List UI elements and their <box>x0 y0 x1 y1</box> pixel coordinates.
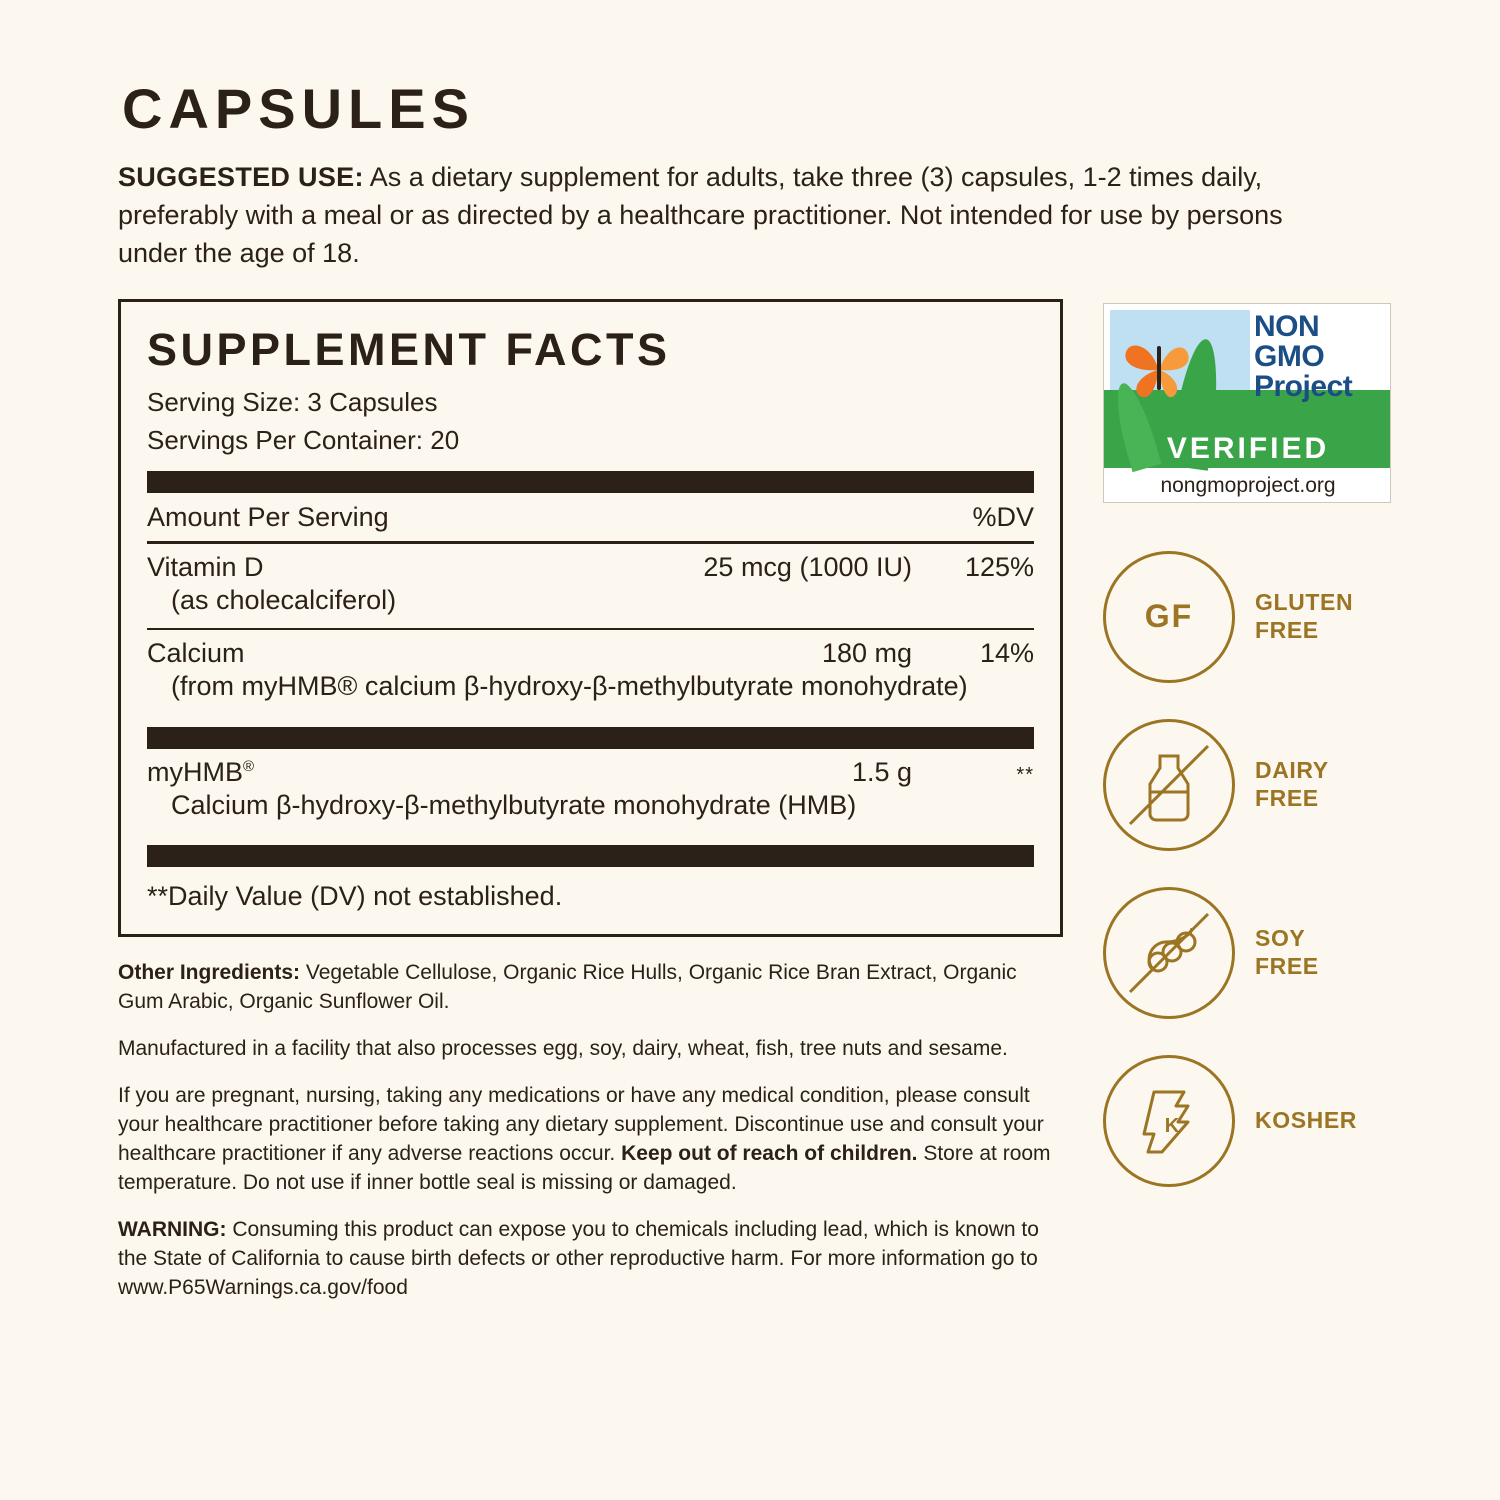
supplement-facts-heading: SUPPLEMENT FACTS <box>147 323 671 375</box>
supplement-facts-panel <box>118 299 1063 938</box>
other-ingredients-text: Vegetable Cellulose, Organic Rice Hulls, Organic Rice Bran Extract, Organic Gum Arabic, Organic Sunflower Oil. <box>118 961 1017 1014</box>
non-gmo-wordmark <box>1254 309 1384 403</box>
serving-size: Serving Size: 3 Capsules <box>147 386 438 417</box>
warning-label: WARNING: <box>118 1218 227 1242</box>
content-columns <box>118 299 1400 1322</box>
badge-label <box>1255 1107 1357 1134</box>
nutrient-amount: 180 mg <box>821 638 912 669</box>
nutrient-dv: 14% <box>979 638 1034 669</box>
caution-statement <box>118 1082 1063 1198</box>
nutrient-name: Vitamin D <box>147 551 264 582</box>
non-gmo-word-3: Project <box>1254 369 1353 403</box>
badge-kosher <box>1103 1055 1403 1187</box>
registered-mark: ® <box>243 757 255 775</box>
badge-label-line1: KOSHER <box>1255 1107 1358 1134</box>
keep-out-of-reach: Keep out of reach of children. <box>621 1142 918 1166</box>
proprietary-name <box>147 757 852 788</box>
table-row <box>147 630 1034 715</box>
nutrient-dv: 125% <box>964 551 1034 582</box>
other-ingredients-label: Other Ingredients: <box>118 961 301 985</box>
divider-thick-top <box>147 471 1034 493</box>
facility-statement: Manufactured in a facility that also processes egg, soy, dairy, wheat, fish, tree nuts and sesame. <box>118 1037 1008 1061</box>
suggested-use-text: As a dietary supplement for adults, take three (3) capsules, 1-2 times daily, preferably with a meal or as directed by a healthcare practitioner. Not intended for use by persons under the age of 18. <box>118 161 1283 269</box>
caution-text-2: Store at room temperature. Do not use if inner bottle seal is missing or damaged. <box>118 1142 1051 1195</box>
badge-label-line2: FREE <box>1255 784 1319 811</box>
suggested-use-label: SUGGESTED USE: <box>118 161 364 192</box>
badge-label <box>1255 757 1329 811</box>
non-gmo-verified-text: VERIFIED <box>1166 431 1330 465</box>
gluten-free-mark: GF <box>1144 598 1194 635</box>
badge-label-line1: DAIRY <box>1255 757 1329 784</box>
nutrient-amount: 25 mcg (1000 IU) <box>703 551 912 582</box>
non-gmo-word-2: GMO <box>1254 339 1325 373</box>
table-header-row <box>147 493 1034 541</box>
svg-text:K: K <box>1164 1114 1180 1137</box>
caution-text-1: If you are pregnant, nursing, taking any medications or have any medical condition, please consult your healthcare practitioner before taking any dietary supplement. Discontinue use and consult your healthcare practitioner if any adverse reactions occur. <box>118 1084 1044 1166</box>
non-gmo-project-verified-badge <box>1103 303 1391 503</box>
butterfly-icon <box>1120 332 1198 402</box>
page-title: CAPSULES <box>122 77 475 140</box>
divider-thick-bottom <box>147 845 1034 867</box>
proprietary-description: Calcium β-hydroxy-β-methylbutyrate monohydrate (HMB) <box>171 789 857 820</box>
table-row <box>147 544 1034 629</box>
proprietary-amount: 1.5 g <box>851 756 912 787</box>
dairy-free-icon <box>1103 719 1235 851</box>
prop65-warning <box>118 1216 1063 1303</box>
warning-text: Consuming this product can expose you to chemicals including lead, which is known to the State of California to cause birth defects or other reproductive harm. For more information go to www.P65Warnings.ca.gov/food <box>118 1218 1039 1300</box>
suggested-use-block <box>118 158 1358 273</box>
servings-per-container: Servings Per Container: 20 <box>147 424 460 455</box>
non-gmo-word-1: NON <box>1254 309 1320 343</box>
badge-label-line1: SOY <box>1255 925 1306 952</box>
badge-label <box>1255 589 1353 643</box>
certifications-column <box>1103 299 1403 1322</box>
soy-free-icon <box>1103 887 1235 1019</box>
left-column <box>118 299 1063 1322</box>
kosher-icon <box>1103 1055 1235 1187</box>
other-ingredients-paragraph <box>118 959 1063 1017</box>
gluten-free-icon <box>1103 551 1235 683</box>
proprietary-name-text: myHMB <box>147 756 243 787</box>
milk-bottle-crossed-icon <box>1114 730 1224 840</box>
badge-soy-free <box>1103 887 1403 1019</box>
badge-dairy-free <box>1103 719 1403 851</box>
kosher-k-leaf-icon <box>1114 1066 1224 1176</box>
dv-header: %DV <box>972 501 1034 532</box>
fineprint-block <box>118 959 1063 1303</box>
non-gmo-url: nongmoproject.org <box>1160 473 1336 497</box>
divider-thick-middle <box>147 727 1034 749</box>
proprietary-dv: ** <box>1016 763 1034 786</box>
badge-label-line2: FREE <box>1255 616 1319 643</box>
badge-label-line1: GLUTEN <box>1255 589 1354 616</box>
proprietary-row <box>147 749 1034 834</box>
amount-per-serving-header: Amount Per Serving <box>147 501 389 532</box>
badge-label-line2: FREE <box>1255 952 1319 979</box>
nutrient-source: (from myHMB® calcium β-hydroxy-β-methylbutyrate monohydrate) <box>171 671 968 702</box>
badge-label <box>1255 925 1319 979</box>
dv-footnote: **Daily Value (DV) not established. <box>147 881 563 912</box>
nutrient-source: (as cholecalciferol) <box>171 584 397 615</box>
soybean-crossed-icon <box>1114 898 1224 1008</box>
nutrient-name: Calcium <box>147 638 245 669</box>
badge-gluten-free <box>1103 551 1403 683</box>
